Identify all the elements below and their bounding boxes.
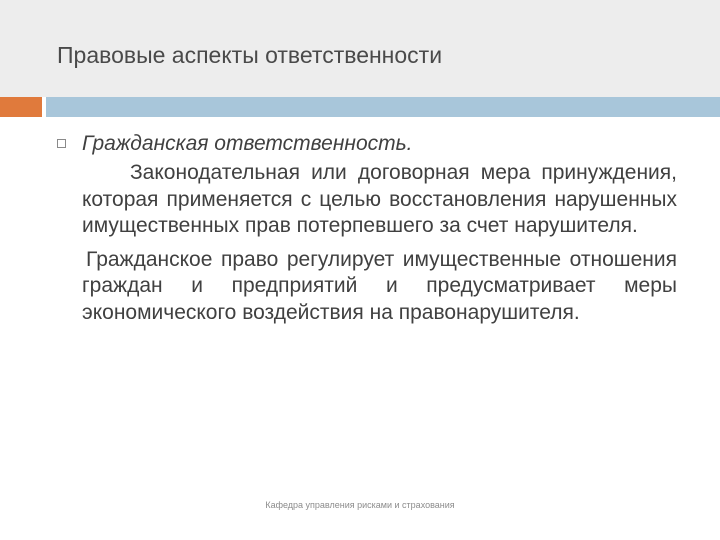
accent-bar	[0, 97, 42, 117]
paragraph-definition: Законодательная или договорная мера принуждения, которая применяется с целью восстановления нарушенных имущественных прав потерпевшего за счет нарушителя.	[82, 161, 677, 237]
hollow-square-bullet-icon	[57, 139, 66, 148]
bullet-content	[82, 130, 677, 326]
title-rule-bar	[46, 97, 720, 117]
paragraph-civil-law: Гражданское право регулирует имущественные отношения граждан и предприятий и предусматривает меры экономического воздействия на правонарушителя.	[82, 247, 677, 324]
slide-title: Правовые аспекты ответственности	[57, 42, 443, 68]
bullet-heading: Гражданская ответственность.	[82, 132, 413, 155]
slide-footer: Кафедра управления рисками и страхования	[265, 500, 455, 510]
